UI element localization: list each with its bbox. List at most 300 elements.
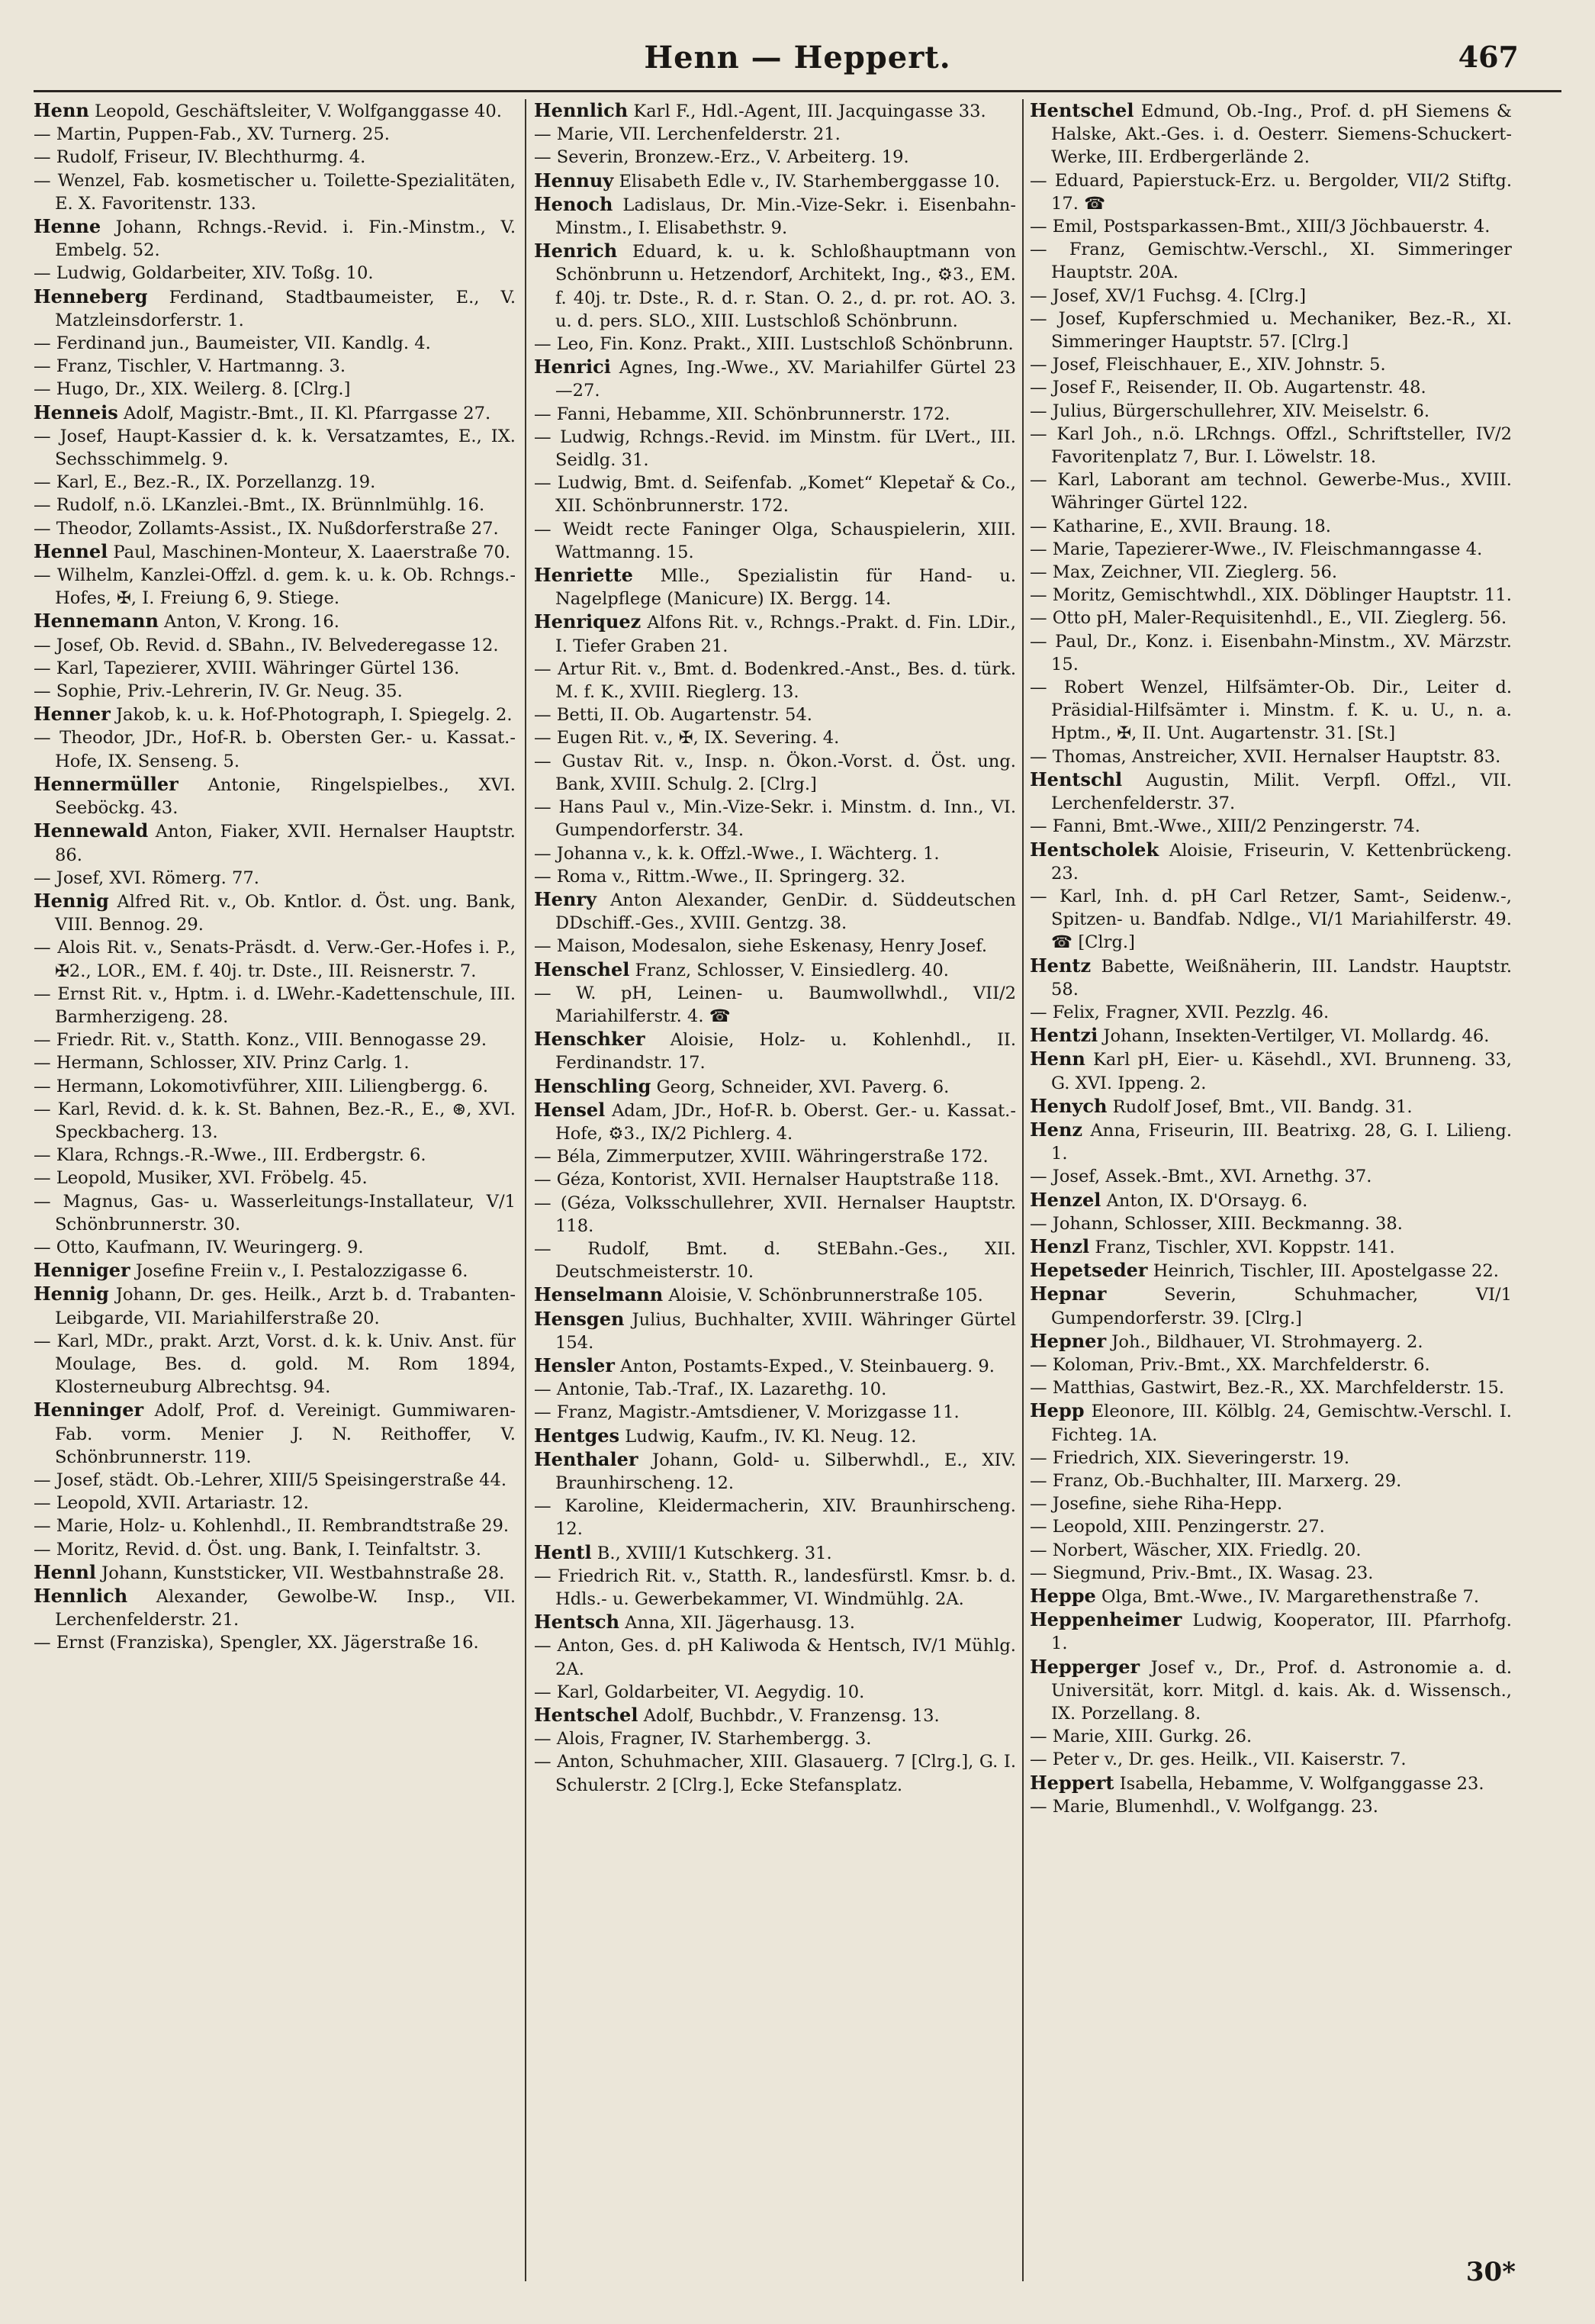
directory-entry xyxy=(34,99,516,123)
entry-text: Ludwig, Kooperator, III. Pfarrhofg. 1. xyxy=(1051,1611,1512,1654)
directory-entry xyxy=(534,1634,1016,1680)
entry-text: — Johanna v., k. k. Offzl.-Wwe., I. Wächterg. 1. xyxy=(534,843,940,864)
directory-entry xyxy=(534,1541,1016,1565)
entry-surname: Henrich xyxy=(534,240,618,262)
directory-entry xyxy=(34,936,516,982)
directory-entry xyxy=(1030,215,1512,238)
directory-entry xyxy=(34,657,516,680)
entry-text: — Marie, VII. Lerchenfelderstr. 21. xyxy=(534,124,841,145)
entry-text: — Eugen Rit. v., ✠, IX. Severing. 4. xyxy=(534,728,840,748)
entry-text: — Severin, Bronzew.-Erz., V. Arbeiterg. 19. xyxy=(534,147,909,168)
directory-entry xyxy=(1030,1795,1512,1818)
entry-surname: Hensel xyxy=(534,1098,606,1121)
entry-surname: Hentzi xyxy=(1030,1024,1098,1047)
entry-text: — Julius, Bürgerschullehrer, XIV. Meiselstr. 6. xyxy=(1030,401,1430,421)
directory-entry xyxy=(1030,1330,1512,1354)
directory-entry xyxy=(34,890,516,936)
directory-entry xyxy=(534,750,1016,796)
entry-text: — Josef, Kupferschmied u. Mechaniker, Bez.-R., XI. Simmeringer Hauptstr. 57. [Clrg.] xyxy=(1030,308,1512,352)
entry-surname: Hennlich xyxy=(534,99,629,121)
entry-text: — Otto pH, Maler-Requisitenhdl., E., VII. Zieglerg. 56. xyxy=(1030,608,1507,629)
entry-text: Johann, Insekten-Vertilger, VI. Mollardg. 46. xyxy=(1103,1026,1490,1047)
entry-text: — Rudolf, n.ö. LKanzlei.-Bmt., IX. Brünnlmühlg. 16. xyxy=(34,495,485,516)
entry-text: — Norbert, Wäscher, XIX. Friedlg. 20. xyxy=(1030,1540,1362,1560)
directory-entry xyxy=(1030,1048,1512,1094)
entry-surname: Henriette xyxy=(534,564,633,587)
directory-entry xyxy=(1030,1515,1512,1538)
entry-text: — Béla, Zimmerputzer, XVIII. Währingerstraße 172. xyxy=(534,1147,989,1167)
entry-text: — Josef, XVI. Römerg. 77. xyxy=(34,867,259,888)
entry-text: — Ludwig, Rchngs.-Revid. im Minstm. für LVert., III. Seidlg. 31. xyxy=(534,426,1016,471)
entry-text: Anton, V. Krong. 16. xyxy=(164,612,339,633)
directory-entry xyxy=(34,983,516,1028)
entry-surname: Henriquez xyxy=(534,610,642,633)
directory-entry xyxy=(34,1098,516,1144)
entry-surname: Henz xyxy=(1030,1118,1083,1141)
directory-entry xyxy=(1030,1539,1512,1562)
directory-entry xyxy=(1030,630,1512,676)
directory-entry xyxy=(534,1704,1016,1727)
entry-text: Anna, XII. Jägerhausg. 13. xyxy=(625,1613,855,1634)
entry-text: — Roma v., Rittm.-Wwe., II. Springerg. 32. xyxy=(534,866,906,887)
directory-entry xyxy=(34,1585,516,1631)
entry-surname: Hepnar xyxy=(1030,1283,1107,1305)
directory-entry xyxy=(34,819,516,866)
entry-text: Agnes, Ing.-Wwe., XV. Mariahilfer Gürtel 23—27. xyxy=(555,358,1016,401)
directory-entry xyxy=(534,240,1016,333)
directory-entry xyxy=(34,1538,516,1561)
entry-text: — Hugo, Dr., XIX. Weilerg. 8. [Clrg.] xyxy=(34,379,351,400)
entry-text: — Anton, Schuhmacher, XIII. Glasauerg. 7 [Clrg.], G. I. Schulerstr. 2 [Clrg.], Ecke Stefansplatz. xyxy=(534,1752,1016,1795)
entry-surname: Hepp xyxy=(1030,1399,1085,1422)
entry-text: — Alois Rit. v., Senats-Präsdt. d. Verw.-Ger.-Hofes i. P., ✠2., LOR., EM. f. 40j. tr. Dste., III. Reisnerstr. 7. xyxy=(34,938,516,981)
entry-text: — Franz, Gemischtw.-Verschl., XI. Simmeringer Hauptstr. 20A. xyxy=(1030,240,1512,283)
directory-entry xyxy=(1030,1748,1512,1771)
entry-text: Karl pH, Eier- u. Käsehdl., XVI. Brunneng. 33, G. XVI. Ippeng. 2. xyxy=(1051,1050,1512,1093)
entry-surname: Hennel xyxy=(34,539,108,562)
entry-surname: Henrici xyxy=(534,356,611,378)
entry-text: — Leopold, Musiker, XVI. Fröbelg. 45. xyxy=(34,1168,368,1189)
entry-surname: Henneis xyxy=(34,401,118,423)
directory-entry xyxy=(1030,607,1512,629)
directory-entry xyxy=(534,1028,1016,1074)
directory-entry xyxy=(1030,238,1512,284)
directory-entry xyxy=(34,332,516,355)
entry-text: — Wilhelm, Kanzlei-Offzl. d. gem. k. u. k. Ob. Rchngs.-Hofes, ✠, I. Freiung 6, 9. Stiege. xyxy=(34,565,516,609)
directory-entry xyxy=(1030,561,1512,584)
entry-surname: Hennuy xyxy=(534,169,614,192)
column-divider xyxy=(1022,99,1024,2281)
directory-entry xyxy=(34,262,516,285)
directory-entry xyxy=(34,494,516,517)
directory-entry xyxy=(1030,1259,1512,1283)
entry-surname: Henniger xyxy=(34,1259,130,1282)
directory-entry xyxy=(534,703,1016,726)
entry-text: — Friedrich, XIX. Sieveringerstr. 19. xyxy=(1030,1447,1350,1468)
entry-text: — Karl, Tapezierer, XVIII. Währinger Gürtel 136. xyxy=(34,658,460,678)
directory-entry xyxy=(34,401,516,425)
entry-text: Ladislaus, Dr. Min.-Vize-Sekr. i. Eisenbahn-Minstm., I. Elisabethstr. 9. xyxy=(555,195,1016,239)
entry-text: — Marie, Holz- u. Kohlenhdl., II. Rembrandtstraße 29. xyxy=(34,1516,510,1537)
entry-text: Anton, IX. D'Orsayg. 6. xyxy=(1106,1190,1308,1211)
directory-entry xyxy=(534,1145,1016,1168)
entry-text: — Karl, Revid. d. k. k. St. Bahnen, Bez.-R., E., ⊛, XVI. Speckbacherg. 13. xyxy=(34,1099,516,1142)
entry-text: — Eduard, Papierstuck-Erz. u. Bergolder, VII/2 Stiftg. 17. ☎ xyxy=(1030,170,1512,214)
directory-entry xyxy=(534,1075,1016,1099)
entry-text: — Karoline, Kleidermacherin, XIV. Braunhirscheng. 12. xyxy=(534,1496,1016,1540)
column-2 xyxy=(534,99,1016,2281)
entry-surname: Hennig xyxy=(34,1283,109,1305)
entry-text: Anna, Friseurin, III. Beatrixg. 28, G. I. Lilieng. 1. xyxy=(1051,1120,1512,1164)
entry-text: — Friedrich Rit. v., Statth. R., landesfürstl. Kmsr. b. d. Hdls.- u. Gewerbekammer, VI. Windmühlg. 2A. xyxy=(534,1566,1016,1609)
entry-text: — Josef, Assek.-Bmt., XVI. Arnethg. 37. xyxy=(1030,1167,1372,1187)
directory-entry xyxy=(534,1750,1016,1796)
entry-text: Johann, Dr. ges. Heilk., Arzt b. d. Trabanten-Leibgarde, VII. Mariahilferstraße 20. xyxy=(55,1285,516,1328)
directory-entry xyxy=(34,1399,516,1469)
directory-entry xyxy=(34,355,516,378)
directory-entry xyxy=(1030,1119,1512,1165)
entry-text: — Ernst Rit. v., Hptm. i. d. LWehr.-Kadettenschule, III. Barmherzigeng. 28. xyxy=(34,983,516,1027)
directory-entry xyxy=(1030,768,1512,815)
entry-text: — Max, Zeichner, VII. Zieglerg. 56. xyxy=(1030,562,1338,583)
directory-entry xyxy=(34,1492,516,1514)
directory-entry xyxy=(34,564,516,610)
signature-mark: 30* xyxy=(1465,2257,1516,2287)
entry-surname: Hepetseder xyxy=(1030,1259,1148,1282)
entry-text: — Paul, Dr., Konz. i. Eisenbahn-Minstm., XV. Märzstr. 15. xyxy=(1030,631,1512,674)
entry-text: Johann, Gold- u. Silberwhdl., E., XIV. Braunhirscheng. 12. xyxy=(555,1450,1016,1493)
directory-entry xyxy=(1030,1376,1512,1399)
entry-text: — Karl, E., Bez.-R., IX. Porzellanzg. 19. xyxy=(34,472,376,493)
entry-text: Aloisie, Holz- u. Kohlenhdl., II. Ferdinandstr. 17. xyxy=(555,1030,1016,1073)
entry-text: — Josef, Haupt-Kassier d. k. k. Versatzamtes, E., IX. Sechsschimmelg. 9. xyxy=(34,426,516,470)
entry-text: Severin, Schuhmacher, VI/1 Gumpendorferstr. 39. [Clrg.] xyxy=(1051,1285,1512,1328)
entry-text: — Matthias, Gastwirt, Bez.-R., XX. Marchfelderstr. 15. xyxy=(1030,1378,1505,1399)
entry-text: Karl F., Hdl.-Agent, III. Jacquingasse 33. xyxy=(633,101,986,121)
entry-surname: Hepperger xyxy=(1030,1655,1140,1678)
directory-entry xyxy=(534,1283,1016,1307)
entry-surname: Henthaler xyxy=(534,1447,638,1470)
entry-surname: Hennewald xyxy=(34,819,149,842)
directory-entry xyxy=(1030,353,1512,376)
directory-entry xyxy=(534,472,1016,517)
directory-entry xyxy=(1030,1024,1512,1048)
entry-surname: Hentz xyxy=(1030,954,1092,977)
directory-entry xyxy=(534,1308,1016,1354)
directory-entry xyxy=(534,658,1016,703)
directory-entry xyxy=(534,333,1016,356)
entry-text: — Marie, Blumenhdl., V. Wolfgangg. 23. xyxy=(1030,1796,1378,1817)
directory-entry xyxy=(534,1495,1016,1540)
directory-entry xyxy=(1030,1725,1512,1748)
directory-entry xyxy=(534,99,1016,123)
entry-text: — Ferdinand jun., Baumeister, VII. Kandlg. 4. xyxy=(34,333,431,354)
entry-text: — Franz, Magistr.-Amtsdiener, V. Morizgasse 11. xyxy=(534,1402,960,1423)
directory-entry xyxy=(34,1190,516,1236)
directory-entry xyxy=(34,1028,516,1051)
entry-text: — Hermann, Lokomotivführer, XIII. Liliengbergg. 6. xyxy=(34,1076,489,1096)
entry-surname: Hennemann xyxy=(34,610,159,633)
entry-surname: Hentges xyxy=(534,1424,620,1447)
directory-entry xyxy=(534,1611,1016,1634)
directory-entry xyxy=(34,169,516,215)
entry-text: — Martin, Puppen-Fab., XV. Turnerg. 25. xyxy=(34,124,390,145)
directory-entry xyxy=(534,1378,1016,1401)
entry-text: — Wenzel, Fab. kosmetischer u. Toilette-Spezialitäten, E. X. Favoritenstr. 133. xyxy=(34,170,516,214)
entry-surname: Henneberg xyxy=(34,285,148,307)
directory-entry xyxy=(534,1099,1016,1145)
entry-text: — Josef, städt. Ob.-Lehrer, XIII/5 Speisingerstraße 44. xyxy=(34,1469,507,1490)
entry-surname: Hentscholek xyxy=(1030,838,1159,861)
directory-entry xyxy=(534,1727,1016,1750)
entry-surname: Henner xyxy=(34,703,111,726)
directory-entry xyxy=(34,215,516,262)
directory-entry xyxy=(1030,745,1512,768)
entry-text: — Josef, Ob. Revid. d. SBahn., IV. Belvederegasse 12. xyxy=(34,635,499,655)
entry-text: Johann, Rchngs.-Revid. i. Fin.-Minstm., V. Embelg. 52. xyxy=(55,217,516,261)
directory-entry xyxy=(1030,376,1512,399)
directory-entry xyxy=(534,865,1016,888)
entry-text: — Moritz, Gemischtwhdl., XIX. Döblinger Hauptstr. 11. xyxy=(1030,585,1512,606)
entry-text: Antonie, Ringelspielbes., XVI. Seeböckg. 43. xyxy=(55,774,516,819)
entry-text: Aloisie, V. Schönbrunnerstraße 105. xyxy=(668,1286,983,1306)
directory-entry xyxy=(34,1330,516,1399)
entry-surname: Hentschel xyxy=(534,1704,638,1727)
directory-entry xyxy=(1030,954,1512,1001)
directory-entry xyxy=(1030,676,1512,745)
entry-text: Leopold, Geschäftsleiter, V. Wolfganggasse 40. xyxy=(95,101,502,121)
entry-text: Georg, Schneider, XVI. Paverg. 6. xyxy=(656,1077,950,1097)
entry-text: — Theodor, Zollamts-Assist., IX. Nußdorferstraße 27. xyxy=(34,518,499,539)
directory-entry xyxy=(34,703,516,726)
directory-entry xyxy=(1030,1585,1512,1608)
page-number: 467 xyxy=(1458,40,1519,74)
entry-text: — Josef F., Reisender, II. Ob. Augartenstr. 48. xyxy=(1030,378,1426,398)
entry-text: — Artur Rit. v., Bmt. d. Bodenkred.-Anst., Bes. d. türk. M. f. K., XVIII. Rieglerg. 13. xyxy=(534,658,1016,703)
entry-text: Adam, JDr., Hof-R. b. Oberst. Ger.- u. Kassat.-Hofe, ⚙3., IX/2 Pichlerg. 4. xyxy=(555,1100,1016,1144)
directory-entry xyxy=(34,867,516,890)
entry-text: Edmund, Ob.-Ing., Prof. d. pH Siemens & Halske, Akt.-Ges. i. d. Oesterr. Siemens-Schuckert-Werke, III. Erdbergerlände 2. xyxy=(1051,101,1512,168)
entry-text: Anton, Postamts-Exped., V. Steinbauerg. 9. xyxy=(620,1356,995,1376)
entry-text: Adolf, Magistr.-Bmt., II. Kl. Pfarrgasse 27. xyxy=(123,403,491,423)
directory-entry xyxy=(34,634,516,657)
directory-entry xyxy=(34,1144,516,1167)
entry-surname: Henselmann xyxy=(534,1283,664,1306)
directory-entry xyxy=(534,169,1016,193)
directory-entry xyxy=(34,285,516,332)
entry-text: — Leopold, XIII. Penzingerstr. 27. xyxy=(1030,1517,1325,1537)
entry-text: Augustin, Milit. Verpfl. Offzl., VII. Lerchenfelderstr. 37. xyxy=(1051,770,1512,814)
directory-entry xyxy=(534,842,1016,865)
entry-text: — Josef, XV/1 Fuchsg. 4. [Clrg.] xyxy=(1030,285,1307,306)
entry-text: Ludwig, Kaufm., IV. Kl. Neug. 12. xyxy=(625,1426,917,1447)
directory-entry xyxy=(534,426,1016,472)
directory-entry xyxy=(34,1236,516,1259)
entry-surname: Hennl xyxy=(34,1560,96,1583)
directory-entry xyxy=(1030,1608,1512,1655)
entry-text: — Hermann, Schlosser, XIV. Prinz Carlg. 1. xyxy=(34,1053,410,1073)
directory-entry xyxy=(534,888,1016,935)
entry-text: Aloisie, Friseurin, V. Kettenbrückeng. 23. xyxy=(1051,840,1512,884)
entry-text: — Maison, Modesalon, siehe Eskenasy, Henry Josef. xyxy=(534,936,988,957)
entry-text: Anton Alexander, GenDir. d. Süddeutschen DDschiff.-Ges., XVIII. Gentzg. 38. xyxy=(555,890,1016,934)
entry-text: — Géza, Kontorist, XVII. Hernalser Hauptstraße 118. xyxy=(534,1170,999,1190)
directory-entry xyxy=(1030,1212,1512,1235)
entry-text: — Karl, MDr., prakt. Arzt, Vorst. d. k. k. Univ. Anst. für Moulage, Bes. d. gold. M. Rom 1894, Klosterneuburg Albrechtsg. 94. xyxy=(34,1331,516,1398)
entry-text: — Friedr. Rit. v., Statth. Konz., VIII. Bennogasse 29. xyxy=(34,1030,487,1051)
entry-text: — Sophie, Priv.-Lehrerin, IV. Gr. Neug. 35. xyxy=(34,681,403,702)
entry-text: — Felix, Fragner, XVII. Pezzlg. 46. xyxy=(1030,1002,1330,1022)
entry-surname: Henn xyxy=(1030,1048,1085,1070)
directory-entry xyxy=(534,1424,1016,1448)
directory-entry xyxy=(34,471,516,494)
entry-text: Alfred Rit. v., Ob. Kntlor. d. Öst. ung. Bank, VIII. Bennog. 29. xyxy=(55,891,516,935)
entry-text: — Katharine, E., XVII. Braung. 18. xyxy=(1030,516,1331,536)
entry-text: Heinrich, Tischler, III. Apostelgasse 22. xyxy=(1153,1261,1499,1282)
directory-entry xyxy=(534,146,1016,169)
directory-entry xyxy=(34,146,516,169)
entry-text: Elisabeth Edle v., IV. Starhemberggasse 10. xyxy=(619,171,1000,192)
entry-surname: Henschker xyxy=(534,1028,645,1051)
directory-entry xyxy=(1030,400,1512,423)
directory-entry xyxy=(1030,515,1512,538)
entry-text: Paul, Maschinen-Monteur, X. Laaerstraße 70. xyxy=(113,542,511,562)
entry-text: B., XVIII/1 Kutschkerg. 31. xyxy=(597,1543,832,1563)
directory-entry xyxy=(34,517,516,540)
directory-entry xyxy=(34,610,516,633)
directory-entry xyxy=(1030,1469,1512,1492)
directory-entry xyxy=(1030,815,1512,838)
entry-text: — Josefine, siehe Riha-Hepp. xyxy=(1030,1494,1283,1514)
entry-text: — Karl Joh., n.ö. LRchngs. Offzl., Schriftsteller, IV/2 Favoritenplatz 7, Bur. I. Löwelstr. 18. xyxy=(1030,423,1512,468)
entry-text: — Magnus, Gas- u. Wasserleitungs-Installateur, V/1 Schönbrunnerstr. 30. xyxy=(34,1191,516,1234)
entry-text: — Ludwig, Bmt. d. Seifenfab. „Komet“ Klepetař & Co., XII. Schönbrunnerstr. 172. xyxy=(534,473,1016,517)
entry-text: Olga, Bmt.-Wwe., IV. Margarethenstraße 7. xyxy=(1101,1587,1480,1607)
entry-text: — Johann, Schlosser, XIII. Beckmanng. 38. xyxy=(1030,1213,1403,1234)
entry-text: Joh., Bildhauer, VI. Strohmayerg. 2. xyxy=(1111,1331,1423,1352)
entry-surname: Henne xyxy=(34,215,101,238)
directory-entry xyxy=(34,1631,516,1654)
directory-entry xyxy=(1030,1447,1512,1469)
entry-text: Babette, Weißnäherin, III. Landstr. Hauptstr. 58. xyxy=(1051,956,1512,999)
directory-entry xyxy=(534,403,1016,426)
directory-entry xyxy=(1030,1165,1512,1188)
directory-entry xyxy=(534,1448,1016,1495)
directory-entry xyxy=(534,982,1016,1028)
entry-text: Johann, Kunststicker, VII. Westbahnstraße 28. xyxy=(101,1563,505,1583)
directory-entry xyxy=(34,540,516,564)
entry-text: — Otto, Kaufmann, IV. Weuringerg. 9. xyxy=(34,1237,364,1257)
directory-entry xyxy=(534,123,1016,146)
directory-entry xyxy=(34,1283,516,1329)
directory-entry xyxy=(534,958,1016,982)
directory-entry xyxy=(34,680,516,703)
entry-surname: Henzel xyxy=(1030,1188,1101,1211)
header-rule xyxy=(34,90,1561,92)
entry-text: — Emil, Postsparkassen-Bmt., XIII/3 Jöchbauerstr. 4. xyxy=(1030,217,1490,237)
entry-text: Adolf, Prof. d. Vereinigt. Gummiwaren-Fab. vorm. Menier J. N. Reithoffer, V. Schönbrunnerstr. 119. xyxy=(55,1401,516,1467)
directory-entry xyxy=(34,425,516,471)
directory-entry xyxy=(34,1075,516,1098)
entry-text: Josefine Freiin v., I. Pestalozzigasse 6. xyxy=(135,1261,468,1282)
directory-entry xyxy=(1030,1399,1512,1446)
directory-entry xyxy=(1030,285,1512,307)
entry-surname: Henzl xyxy=(1030,1234,1090,1257)
directory-entry xyxy=(1030,1656,1512,1726)
entry-surname: Hennig xyxy=(34,889,109,912)
entry-text: — Peter v., Dr. ges. Heilk., VII. Kaiserstr. 7. xyxy=(1030,1749,1407,1770)
entry-surname: Hensler xyxy=(534,1354,615,1376)
entry-text: — Moritz, Revid. d. Öst. ung. Bank, I. Teinfaltstr. 3. xyxy=(34,1539,481,1560)
entry-text: — Siegmund, Priv.-Bmt., IX. Wasag. 23. xyxy=(1030,1563,1374,1583)
entry-text: — Franz, Ob.-Buchhalter, III. Marxerg. 29. xyxy=(1030,1470,1402,1491)
entry-text: — Antonie, Tab.-Traf., IX. Lazarethg. 10. xyxy=(534,1379,887,1400)
entry-text: — Rudolf, Bmt. d. StEBahn.-Ges., XII. Deutschmeisterstr. 10. xyxy=(534,1238,1016,1283)
entry-text: — Franz, Tischler, V. Hartmanng. 3. xyxy=(34,356,346,377)
entry-text: Ferdinand, Stadtbaumeister, E., V. Matzleinsdorferstr. 1. xyxy=(55,287,516,330)
directory-entry xyxy=(1030,1095,1512,1119)
entry-text: — Theodor, JDr., Hof-R. b. Obersten Ger.- u. Kassat.-Hofe, IX. Senseng. 5. xyxy=(34,728,516,771)
entry-surname: Henry xyxy=(534,887,597,910)
directory-entry xyxy=(1030,1772,1512,1795)
entry-text: — W. pH, Leinen- u. Baumwollwhdl., VII/2 Mariahilferstr. 4. ☎ xyxy=(534,983,1016,1026)
running-title: Henn — Heppert. xyxy=(644,40,951,76)
directory-entry xyxy=(534,1238,1016,1283)
directory-entry xyxy=(34,773,516,819)
directory-entry xyxy=(534,193,1016,240)
directory-entry xyxy=(534,356,1016,402)
entry-surname: Henn xyxy=(34,99,89,121)
directory-entry xyxy=(34,378,516,401)
entry-text: Rudolf Josef, Bmt., VII. Bandg. 31. xyxy=(1112,1096,1413,1117)
entry-text: Alexander, Gewolbe-W. Insp., VII. Lerchenfelderstr. 21. xyxy=(55,1587,516,1630)
entry-text: — Ludwig, Goldarbeiter, XIV. Toßg. 10. xyxy=(34,263,374,284)
entry-text: — Fanni, Bmt.-Wwe., XIII/2 Penzingerstr. 74. xyxy=(1030,816,1420,837)
directory-entry xyxy=(534,610,1016,657)
directory-entry xyxy=(534,1681,1016,1704)
entry-surname: Hennlich xyxy=(34,1585,128,1607)
entry-surname: Henninger xyxy=(34,1399,144,1421)
entry-text: — Weidt recte Faninger Olga, Schauspielerin, XIII. Wattmanng. 15. xyxy=(534,519,1016,562)
directory-entry xyxy=(534,796,1016,842)
directory-entry xyxy=(1030,1001,1512,1024)
directory-entry xyxy=(1030,99,1512,169)
directory-entry xyxy=(1030,169,1512,215)
entry-text: — Anton, Ges. d. pH Kaliwoda & Hentsch, IV/1 Mühlg. 2A. xyxy=(534,1636,1016,1679)
entry-surname: Hennermüller xyxy=(34,772,178,795)
directory-entry xyxy=(1030,1562,1512,1585)
entry-text: — Koloman, Priv.-Bmt., XX. Marchfelderstr. 6. xyxy=(1030,1354,1430,1375)
directory-entry xyxy=(1030,1354,1512,1376)
directory-entry xyxy=(534,564,1016,610)
entry-surname: Henych xyxy=(1030,1094,1108,1117)
directory-entry xyxy=(1030,885,1512,954)
directory-entry xyxy=(1030,839,1512,885)
entry-text: — Leo, Fin. Konz. Prakt., XIII. Lustschloß Schönbrunn. xyxy=(534,334,1014,355)
entry-text: — Robert Wenzel, Hilfsämter-Ob. Dir., Leiter d. Präsidial-Hilfsämter i. Minstm. f. K. u. U., n. a. Hptm., ✠, II. Unt. Augartenstr. 31. [St.] xyxy=(1030,678,1512,744)
entry-surname: Hentschl xyxy=(1030,768,1123,790)
directory-entry xyxy=(534,1401,1016,1424)
directory-entry xyxy=(34,726,516,772)
entry-text: — Thomas, Anstreicher, XVII. Hernalser Hauptstr. 83. xyxy=(1030,746,1501,767)
directory-entry xyxy=(1030,468,1512,514)
entry-surname: Heppenheimer xyxy=(1030,1608,1182,1631)
entry-surname: Heppert xyxy=(1030,1771,1114,1794)
entry-text: Eleonore, III. Kölblg. 24, Gemischtw.-Verschl. I. Fichteg. 1A. xyxy=(1051,1402,1512,1445)
entry-text: Adolf, Buchbdr., V. Franzensg. 13. xyxy=(643,1706,940,1727)
entry-text: Julius, Buchhalter, XVIII. Währinger Gürtel 154. xyxy=(555,1309,1016,1353)
entry-text: — Hans Paul v., Min.-Vize-Sekr. i. Minstm. d. Inn., VI. Gumpendorferstr. 34. xyxy=(534,797,1016,841)
